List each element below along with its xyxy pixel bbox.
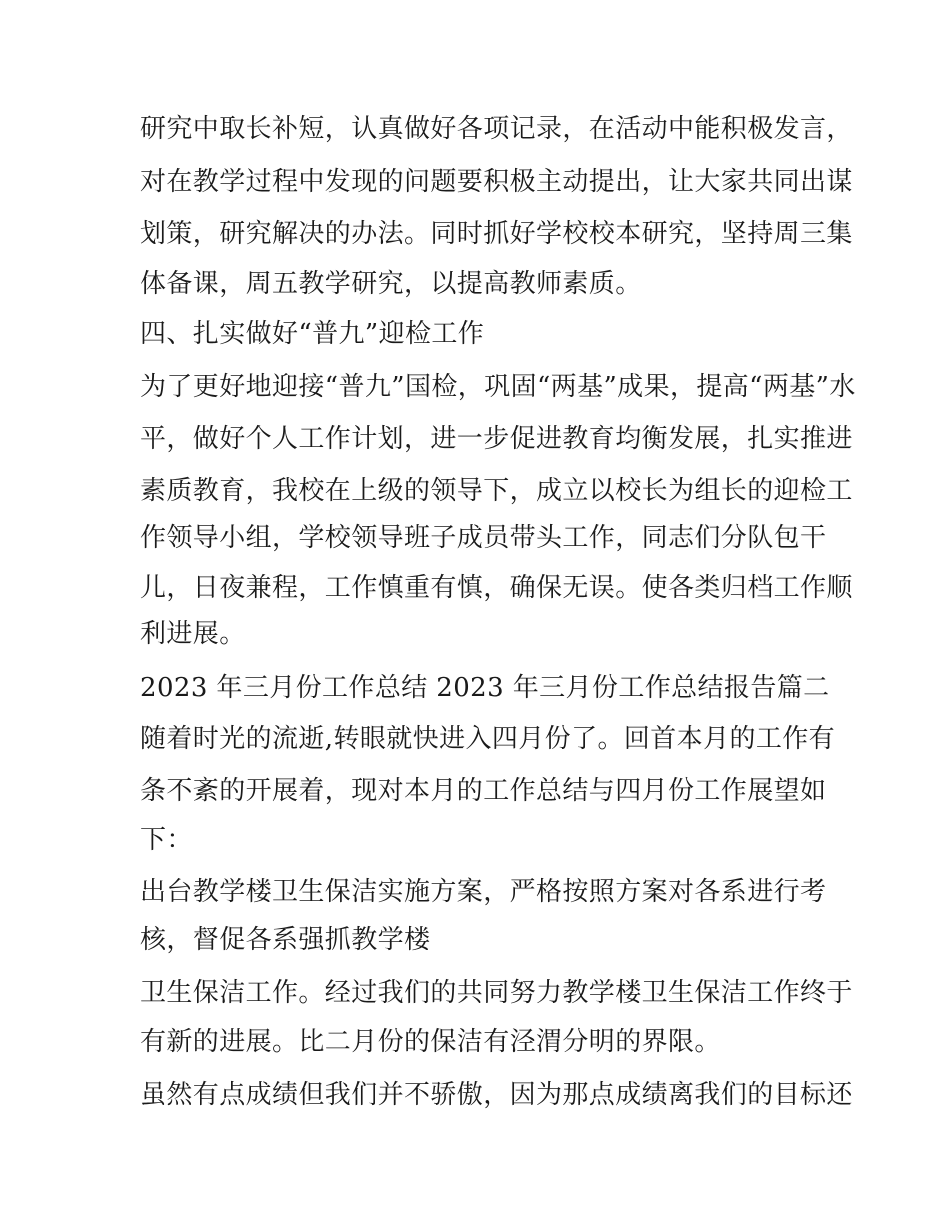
text-line: 对在教学过程中发现的问题要积极主动提出，让大家共同出谋 bbox=[140, 167, 853, 197]
text-line: 随着时光的流逝,转眼就快进入四月份了。回首本月的工作有 bbox=[140, 724, 836, 754]
text-line: 素质教育，我校在上级的领导下，成立以校长为组长的迎检工 bbox=[140, 476, 853, 506]
text-line: 核，督促各系强抓教学楼 bbox=[140, 925, 431, 955]
text-line: 下： bbox=[140, 825, 193, 855]
text-line: 利进展。 bbox=[140, 619, 246, 649]
article-title: 2023 年三月份工作总结 2023 年三月份工作总结报告篇二 bbox=[140, 673, 830, 703]
section-heading: 四、扎实做好“普九”迎检工作 bbox=[140, 319, 485, 349]
text-line: 虽然有点成绩但我们并不骄傲，因为那点成绩离我们的目标还 bbox=[140, 1080, 853, 1110]
text-line: 条不紊的开展着，现对本月的工作总结与四月份工作展望如 bbox=[140, 776, 827, 806]
text-line: 作领导小组，学校领导班子成员带头工作，同志们分队包干 bbox=[140, 523, 827, 553]
text-line: 儿，日夜兼程，工作慎重有慎，确保无误。使各类归档工作顺 bbox=[140, 573, 853, 603]
text-line: 卫生保洁工作。经过我们的共同努力教学楼卫生保洁工作终于 bbox=[140, 978, 853, 1008]
text-line: 为了更好地迎接“普九”国检，巩固“两基”成果，提高“两基”水 bbox=[140, 372, 856, 402]
text-line: 研究中取长补短，认真做好各项记录，在活动中能积极发言， bbox=[140, 114, 853, 144]
text-line: 平，做好个人工作计划，进一步促进教育均衡发展，扎实推进 bbox=[140, 424, 853, 454]
text-line: 体备课，周五教学研究，以提高教师素质。 bbox=[140, 269, 642, 299]
text-line: 划策，研究解决的办法。同时抓好学校校本研究，坚持周三集 bbox=[140, 219, 853, 249]
text-line: 出台教学楼卫生保洁实施方案，严格按照方案对各系进行考 bbox=[140, 877, 827, 907]
text-line: 有新的进展。比二月份的保洁有泾渭分明的界限。 bbox=[140, 1027, 721, 1057]
